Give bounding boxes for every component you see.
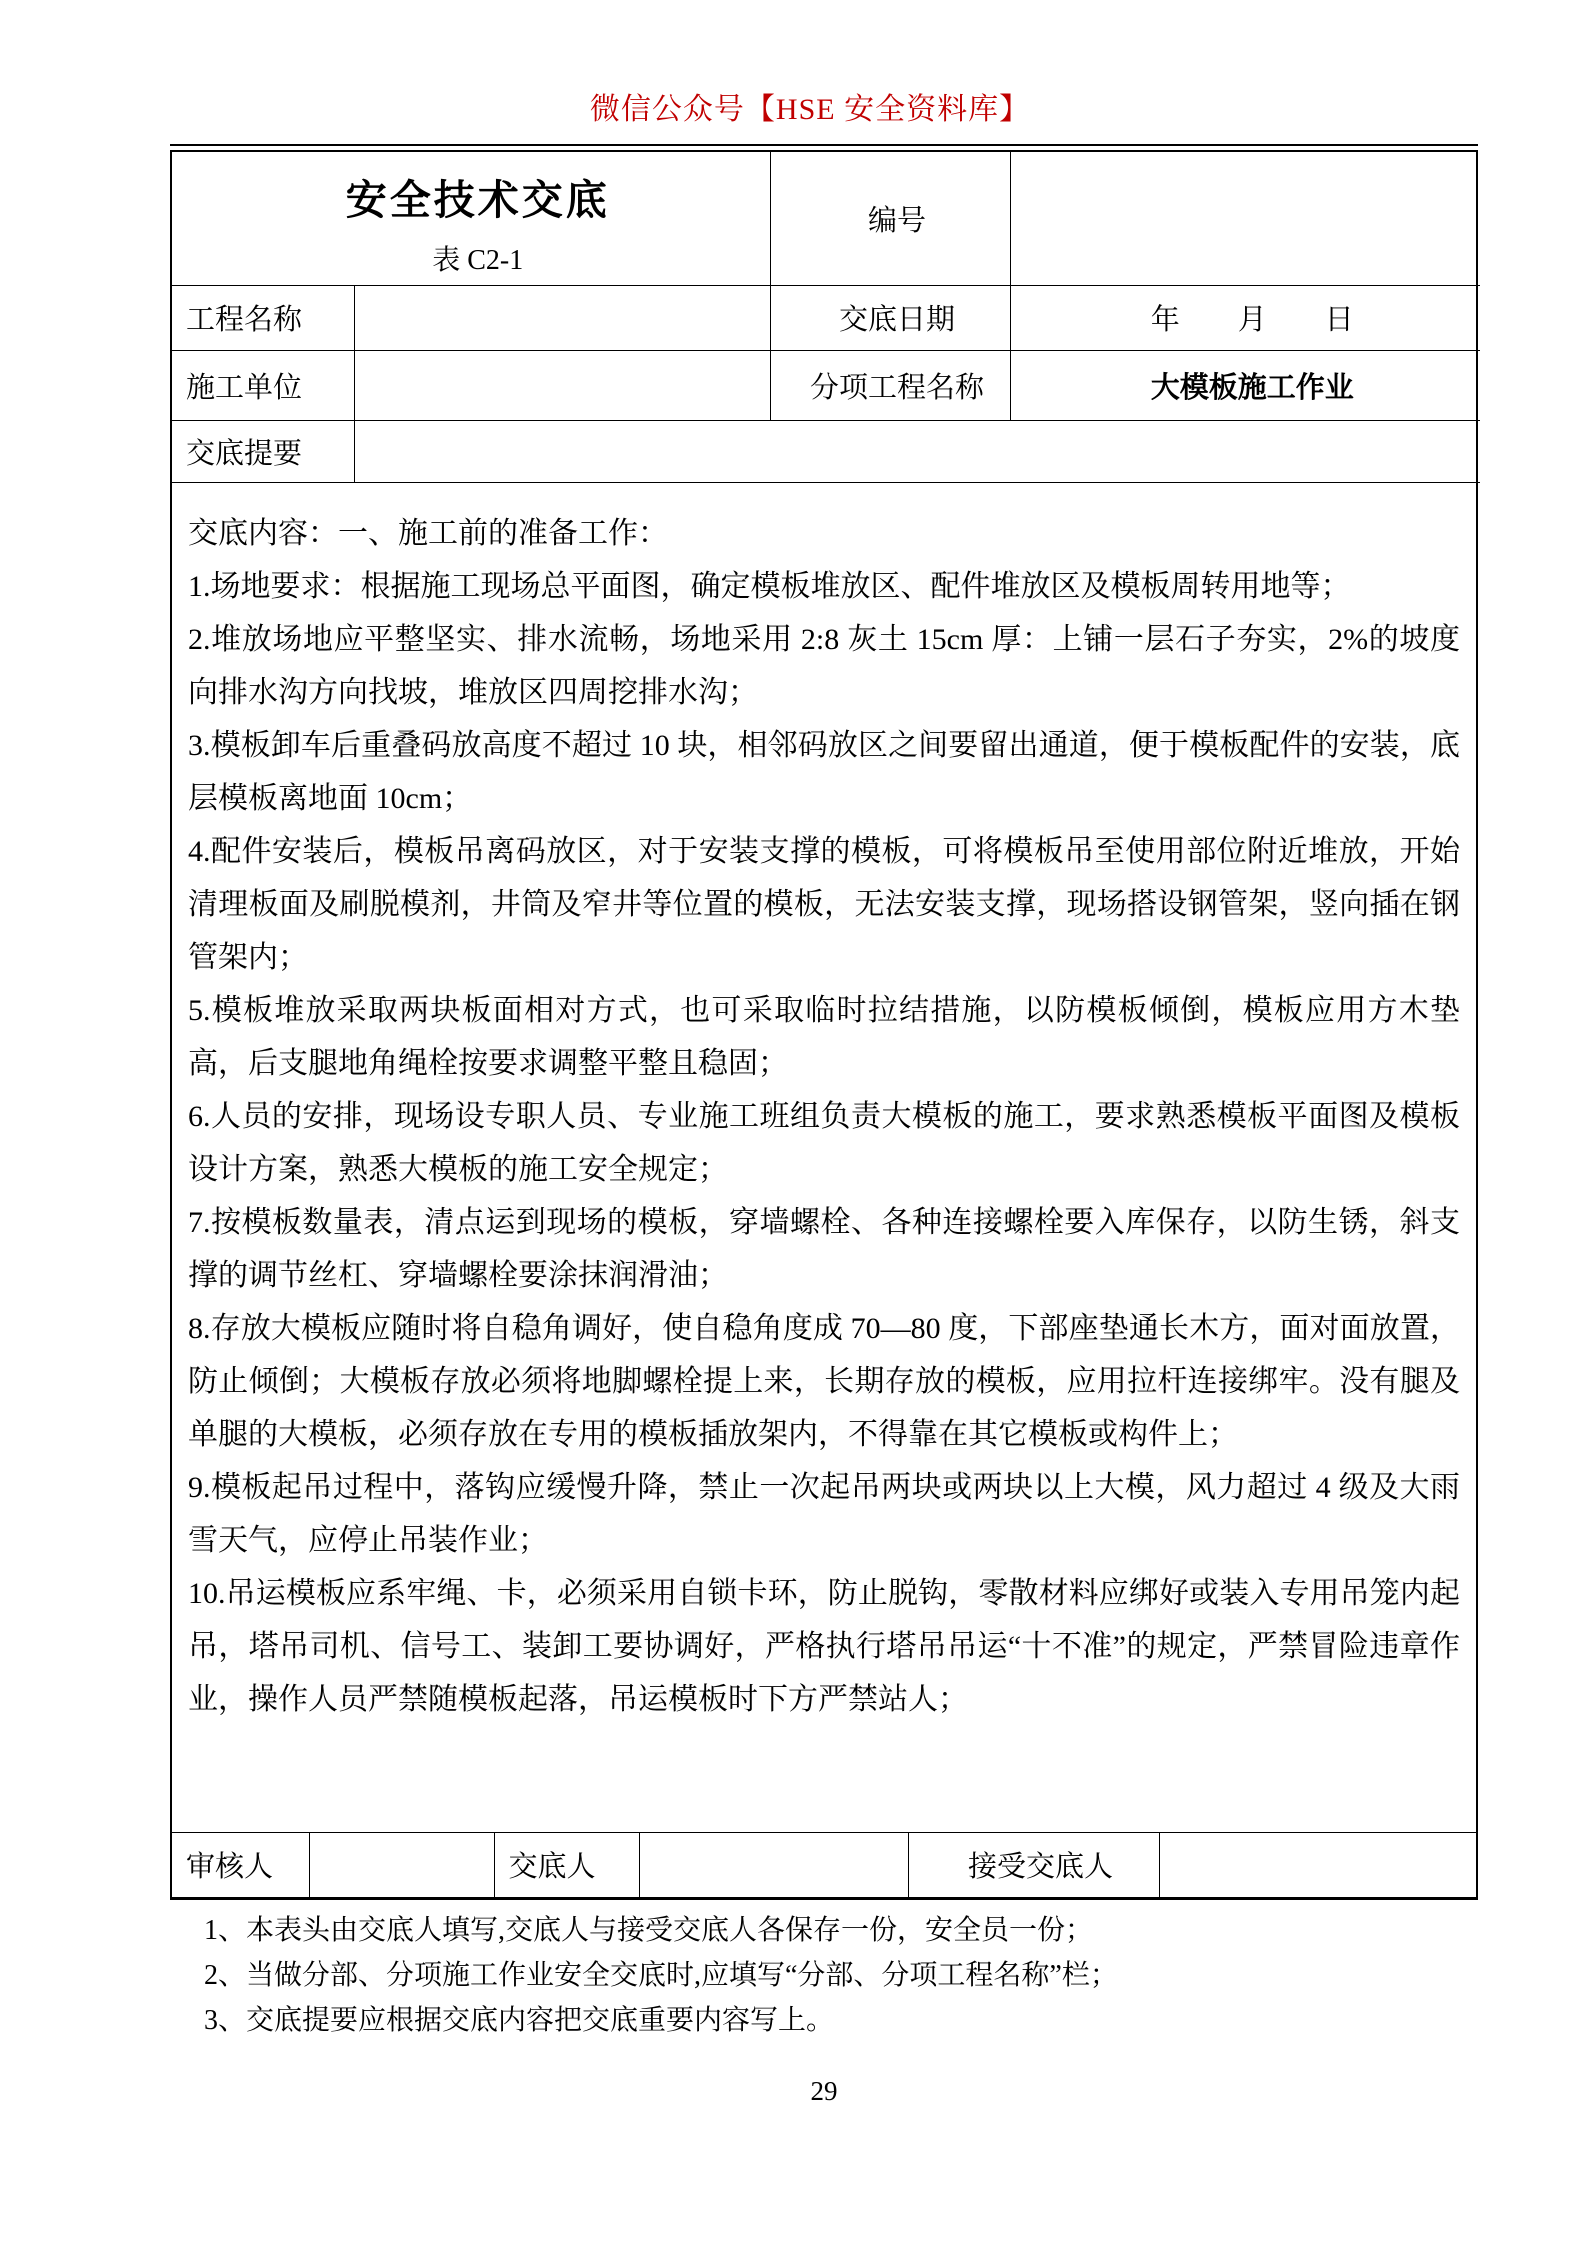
footer-note: 3、交底提要应根据交底内容把交底重要内容写上。	[204, 2005, 835, 2036]
disclosure-content	[172, 483, 1476, 1833]
form-code: 表 C2-1	[432, 244, 524, 276]
content-item: 4.配件安装后，模板吊离码放区，对于安装支撑的模板，可将模板吊至使用部位附近堆放，开始清理板面及刷脱模剂，井筒及窄井等位置的模板，无法安装支撑，现场搭设钢管架，竖向插在钢管架内；	[188, 834, 1460, 974]
summary-row	[172, 420, 1480, 482]
summary-value-cell[interactable]	[354, 420, 1480, 482]
safety-disclosure-form	[170, 150, 1478, 1900]
discloser-signature-cell[interactable]	[639, 1833, 908, 1897]
content-item: 5.模板堆放采取两块板面相对方式，也可采取临时拉结措施，以防模板倾倒，模板应用方木垫高，后支腿地角绳栓按要求调整平整且稳固；	[188, 993, 1460, 1080]
receiver-signature-cell[interactable]	[1159, 1833, 1480, 1897]
receiver-label: 接受交底人	[908, 1833, 1159, 1897]
content-item: 8.存放大模板应随时将自稳角调好，使自稳角度成 70—80 度，下部座垫通长木方，面对面放置，防止倾倒；大模板存放必须将地脚螺栓提上来，长期存放的模板，应用拉杆连接绑牢。没有腿及单腿的大模板，必须存放在专用的模板插放架内，不得靠在其它模板或构件上；	[188, 1311, 1460, 1451]
content-item: 6.人员的安排，现场设专职人员、专业施工班组负责大模板的施工，要求熟悉模板平面图及模板设计方案，熟悉大模板的施工安全规定；	[188, 1099, 1460, 1186]
reviewer-label: 审核人	[172, 1833, 309, 1897]
header-rule	[170, 144, 1478, 146]
title-row	[172, 152, 1480, 285]
footer-note: 1、本表头由交底人填写,交底人与接受交底人各保存一份，安全员一份；	[204, 1915, 1094, 1946]
content-item: 10.吊运模板应系牢绳、卡，必须采用自锁卡环，防止脱钩，零散材料应绑好或装入专用吊笼内起吊，塔吊司机、信号工、装卸工要协调好，严格执行塔吊吊运“十不准”的规定，严禁冒险违章作业，操作人员严禁随模板起落，吊运模板时下方严禁站人；	[188, 1576, 1460, 1716]
footer-notes	[204, 1908, 1454, 2043]
content-item: 7.按模板数量表，清点运到现场的模板，穿墙螺栓、各种连接螺栓要入库保存，以防生锈，斜支撑的调节丝杠、穿墙螺栓要涂抹润滑油；	[188, 1205, 1460, 1292]
content-item: 1.场地要求：根据施工现场总平面图，确定模板堆放区、配件堆放区及模板周转用地等；	[188, 569, 1351, 603]
project-name-value-cell[interactable]	[354, 285, 770, 350]
reviewer-signature-cell[interactable]	[309, 1833, 494, 1897]
content-intro: 交底内容：一、施工前的准备工作：	[188, 516, 668, 550]
title-cell	[172, 152, 770, 285]
construction-unit-label: 施工单位	[172, 350, 354, 420]
signature-table	[172, 1833, 1480, 1897]
unit-row	[172, 350, 1480, 420]
project-row	[172, 285, 1480, 350]
page-number: 29	[810, 2076, 838, 2106]
form-header-table	[172, 152, 1480, 483]
header-watermark: 微信公众号【HSE 安全资料库】	[589, 93, 1031, 126]
form-title: 安全技术交底	[345, 176, 610, 223]
footer-note: 2、当做分部、分项施工作业安全交底时,应填写“分部、分项工程名称”栏；	[204, 1960, 1118, 1991]
construction-unit-value-cell[interactable]	[354, 350, 770, 420]
subproject-value: 大模板施工作业	[1010, 350, 1480, 420]
signature-row	[172, 1833, 1480, 1897]
discloser-label: 交底人	[494, 1833, 639, 1897]
disclosure-date-value-cell[interactable]: 年 月 日	[1010, 285, 1480, 350]
content-item: 9.模板起吊过程中，落钩应缓慢升降，禁止一次起吊两块或两块以上大模，风力超过 4 级及大雨雪天气，应停止吊装作业；	[188, 1470, 1460, 1557]
disclosure-date-label: 交底日期	[770, 285, 1010, 350]
subproject-label: 分项工程名称	[770, 350, 1010, 420]
number-label: 编号	[770, 152, 1010, 285]
project-name-label: 工程名称	[172, 285, 354, 350]
summary-label: 交底提要	[172, 420, 354, 482]
content-item: 3.模板卸车后重叠码放高度不超过 10 块，相邻码放区之间要留出通道，便于模板配件的安装，底层模板离地面 10cm；	[188, 728, 1460, 815]
number-value-cell[interactable]	[1010, 152, 1480, 285]
content-item: 2.堆放场地应平整坚实、排水流畅，场地采用 2:8 灰土 15cm 厚：上铺一层石子夯实，2%的坡度向排水沟方向找坡，堆放区四周挖排水沟；	[188, 622, 1460, 709]
